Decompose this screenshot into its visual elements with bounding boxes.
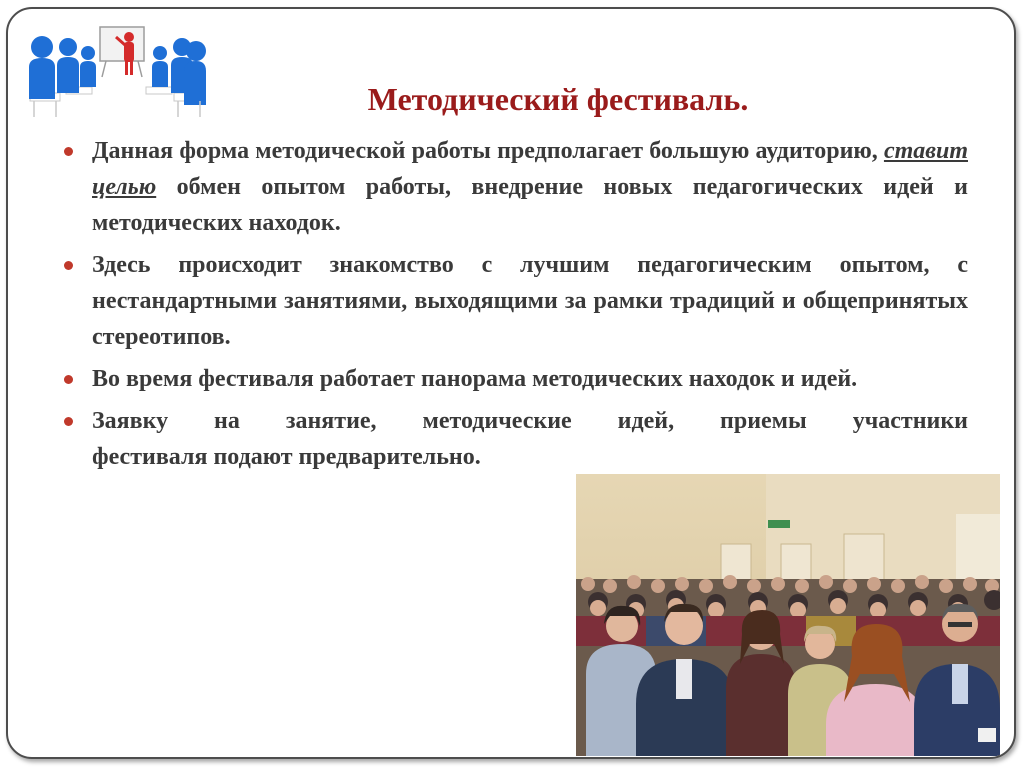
bullet-text-line: Заявку на занятие, методические идей, приемы участники bbox=[92, 408, 968, 434]
bullet-item bbox=[64, 361, 968, 397]
audience-photo bbox=[576, 474, 1000, 756]
bullet-text: Во время фестиваля работает панорама методических находок и идей. bbox=[92, 366, 858, 392]
bullet-marker bbox=[64, 375, 73, 384]
bullet-item bbox=[64, 247, 968, 355]
bullet-marker bbox=[64, 147, 73, 156]
bullet-item bbox=[64, 133, 968, 241]
bullet-marker bbox=[64, 417, 73, 426]
bullet-list bbox=[64, 133, 968, 481]
bullet-text-line: фестиваля подают предварительно. bbox=[92, 444, 481, 470]
bullet-text: Здесь происходит знакомство с лучшим педагогическим опытом, с нестандартными занятиями, выходящими за рамки традиций и общепринятых стереотипов. bbox=[92, 252, 968, 350]
audience-photo-drawing bbox=[576, 474, 1000, 756]
slide-frame bbox=[6, 7, 1016, 759]
bullet-emphasis: ставит целью bbox=[92, 138, 968, 200]
bullet-marker bbox=[64, 261, 73, 270]
slide-title: Методический фестиваль. bbox=[367, 81, 749, 117]
bullet-text: Данная форма методической работы предполагает большую аудиторию, bbox=[92, 138, 884, 164]
bullet-text: обмен опытом работы, внедрение новых педагогических идей и методических находок. bbox=[92, 174, 968, 236]
bullet-item bbox=[64, 403, 968, 475]
